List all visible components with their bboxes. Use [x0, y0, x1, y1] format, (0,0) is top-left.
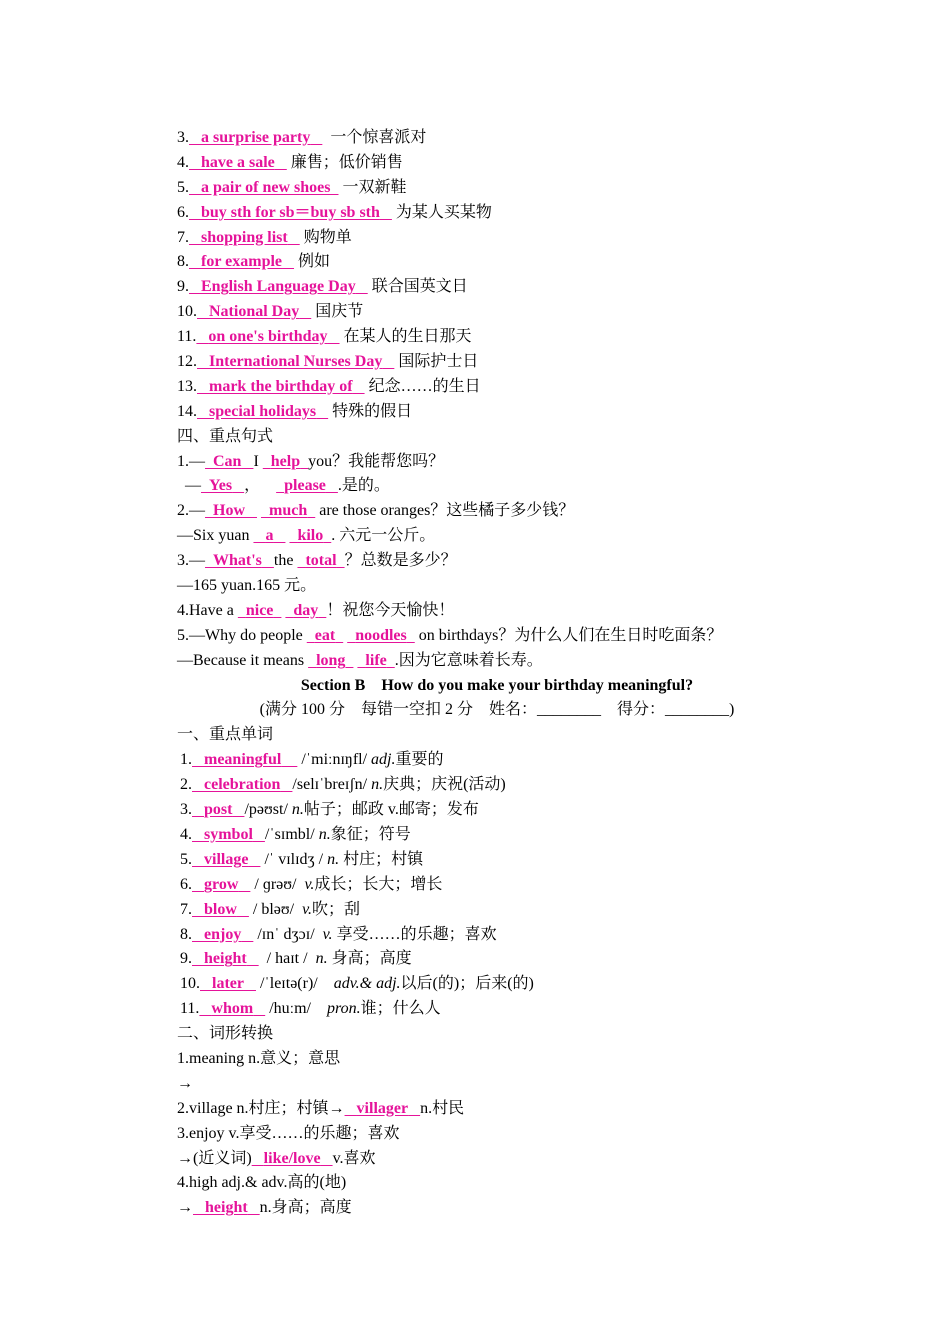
answer-blank: special holidays [209, 402, 317, 420]
arrow-line: → [177, 1074, 193, 1092]
score-line: (满分 100 分 每错一空扣 2 分 姓名：________ 得分：________) [259, 701, 735, 719]
phrase-meaning: 国际护士日 [398, 353, 479, 371]
vocab-line: 10. later /ˈleɪtə(r)/ adv.& adj.以后(的)；后来(的) [180, 975, 534, 993]
phrase-line [177, 325, 817, 350]
wordform-line: → height n.身高；高度 [177, 1199, 352, 1217]
vocab-line: 3. post /pəʊst/ n.帖子；邮政 v.邮寄；发布 [180, 801, 479, 819]
phrase-line [177, 126, 817, 151]
answer-blank: kilo [297, 527, 324, 545]
answer-blank: a surprise party [201, 129, 311, 146]
answer-blank: celebration [204, 776, 281, 794]
answer-blank: later [212, 975, 244, 993]
sentence-line: 4.Have a nice day ！祝您今天愉快！ [177, 601, 455, 619]
item-number: 5. [177, 178, 189, 196]
phrase-line [177, 151, 817, 176]
vocab-line: 1. meaningful /ˈmiːnɪŋfl/ adj.重要的 [180, 751, 444, 769]
vocab-line: 7. blow / bləʊ/ v.吹；刮 [180, 900, 361, 918]
answer-blank: day [293, 601, 319, 619]
answer-blank: International Nurses Day [209, 353, 383, 371]
vocab-line: 8. enjoy /ɪnˈ dʒɔɪ/ v. 享受……的乐趣；喜欢 [180, 925, 497, 943]
phrase-line [177, 275, 817, 300]
answer-blank: on one's birthday [208, 328, 328, 346]
phrase-meaning: 国庆节 [315, 303, 364, 321]
section-heading: 二、词形转换 [177, 1025, 274, 1043]
answer-blank: a pair of new shoes [201, 178, 331, 196]
answer-blank: English Language Day [201, 278, 356, 296]
answer-blank: please [284, 477, 326, 495]
item-number: 4. [177, 153, 189, 171]
answer-blank: post [204, 801, 233, 819]
phrase-meaning: 特殊的假日 [332, 402, 413, 420]
answer-blank: village [204, 850, 249, 868]
phrase-line [177, 350, 817, 375]
phrase-meaning: 廉售；低价销售 [290, 153, 403, 171]
answer-blank: height [205, 1199, 248, 1217]
wordform-line: 3.enjoy v.享受……的乐趣；喜欢 [177, 1124, 400, 1142]
answer-blank: much [269, 502, 308, 520]
phrase-meaning: 为某人买某物 [395, 203, 492, 221]
answer-blank: mark the birthday of [209, 377, 353, 395]
answer-blank: nice [245, 601, 274, 619]
phrase-line [177, 250, 817, 275]
answer-blank: life [365, 651, 387, 669]
answer-blank: What's [213, 552, 262, 570]
phrase-line [177, 375, 817, 400]
answer-blank: whom [211, 1000, 254, 1018]
item-number: 11. [177, 328, 197, 346]
vocab-line: 9. height / haɪt / n. 身高；高度 [180, 950, 412, 968]
wordform-line: 1.meaning n.意义；意思 [177, 1049, 341, 1067]
phrase-meaning: 例如 [298, 253, 331, 271]
vocab-line: 6. grow / ɡrəʊ/ v.成长；长大；增长 [180, 875, 443, 893]
wordform-line: 2.village n.村庄；村镇→ villager n.村民 [177, 1099, 465, 1117]
sentence-line: —165 yuan.165 元。 [177, 577, 317, 595]
phrase-meaning: 一个惊喜派对 [330, 129, 427, 146]
answer-blank: for example [201, 253, 283, 271]
answer-blank: National Day [209, 303, 300, 321]
answer-blank: noodles [355, 626, 407, 644]
answer-blank: long [316, 651, 346, 669]
item-number: 8. [177, 253, 189, 271]
section-heading: 一、重点单词 [177, 726, 274, 744]
sentence-line: 5.—Why do people eat noodles on birthdays？为什么人们在生日时吃面条？ [177, 626, 723, 644]
vocab-line: 5. village /ˈ vɪlɪdʒ / n. 村庄；村镇 [180, 850, 424, 868]
item-number: 12. [177, 353, 197, 371]
answer-blank: have a sale [201, 153, 275, 171]
phrase-meaning: 联合国英文日 [371, 278, 468, 296]
phrase-line [177, 226, 817, 251]
sentence-line: 1.— Can I help you？我能帮您吗？ [177, 452, 445, 470]
answer-blank: enjoy [204, 925, 242, 943]
wordform-line: →(近义词) like/love v.喜欢 [177, 1149, 376, 1167]
phrase-meaning: 纪念……的生日 [368, 377, 481, 395]
section-b-title: Section B How do you make your birthday meaningful? [300, 676, 694, 694]
answer-blank: height [204, 950, 247, 968]
phrase-line [177, 400, 817, 425]
item-number: 14. [177, 402, 197, 420]
item-number: 13. [177, 377, 197, 395]
sentence-line: — Yes ， please .是的。 [185, 477, 390, 495]
worksheet-content [177, 126, 817, 1221]
vocab-line: 2. celebration /selɪˈbreɪʃn/ n.庆典；庆祝(活动) [180, 776, 506, 794]
sentence-line: 2.— How much are those oranges？这些橘子多少钱？ [177, 502, 575, 520]
phrase-line [177, 300, 817, 325]
item-number: 7. [177, 228, 189, 246]
phrase-line [177, 176, 817, 201]
sentence-line: 3.— What's the total ？总数是多少？ [177, 552, 457, 570]
answer-blank: meaningful [204, 751, 282, 769]
item-number: 9. [177, 278, 189, 296]
answer-blank: villager [356, 1099, 409, 1117]
answer-blank: a [265, 527, 274, 545]
phrase-line [177, 201, 817, 226]
answer-blank: shopping list [201, 228, 288, 246]
answer-blank: like/love [263, 1149, 321, 1167]
answer-blank: symbol [204, 825, 253, 843]
phrase-meaning: 在某人的生日那天 [343, 328, 472, 346]
answer-blank: How [213, 502, 245, 520]
vocab-line: 11. whom /huːm/ pron.谁；什么人 [180, 1000, 441, 1018]
answer-blank: grow [204, 875, 239, 893]
wordform-line: 4.high adj.& adv.高的(地) [177, 1174, 347, 1192]
answer-blank: Yes [209, 477, 233, 495]
phrase-meaning: 购物单 [303, 228, 352, 246]
item-number: 6. [177, 203, 189, 221]
answer-blank: help [270, 452, 301, 470]
item-number: 10. [177, 303, 197, 321]
vocab-line: 4. symbol /ˈsɪmbl/ n.象征；符号 [180, 825, 411, 843]
answer-blank: buy sth for sb＝buy sb sth [201, 203, 380, 221]
answer-blank: total [305, 552, 337, 570]
answer-blank: blow [204, 900, 237, 918]
sentence-line: —Six yuan a kilo . 六元一公斤。 [177, 527, 436, 545]
section-heading: 四、重点句式 [177, 427, 274, 445]
item-number: 3. [177, 129, 189, 146]
phrase-meaning: 一双新鞋 [342, 178, 407, 196]
answer-blank: Can [213, 452, 242, 470]
answer-blank: eat [314, 626, 336, 644]
sentence-line: —Because it means long life .因为它意味着长寿。 [177, 651, 543, 669]
